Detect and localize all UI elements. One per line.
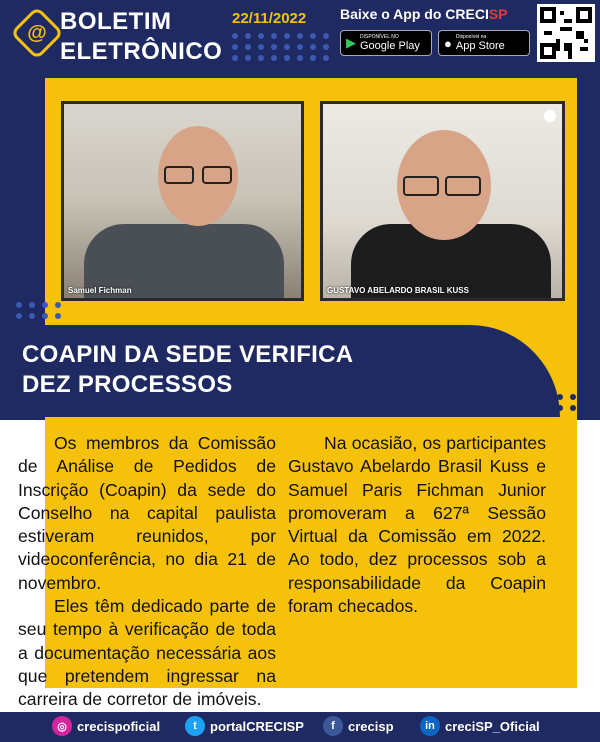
apple-icon: ● bbox=[444, 35, 452, 51]
glasses bbox=[164, 166, 194, 184]
linkedin-icon: in bbox=[420, 716, 440, 736]
at-sign-icon: @ bbox=[27, 22, 47, 44]
app-store-button[interactable]: ● Disponível na App Store bbox=[438, 30, 530, 56]
status-dot-icon bbox=[544, 110, 556, 122]
linkedin-link[interactable]: in creciSP_Oficial bbox=[420, 716, 540, 736]
article-title: COAPIN DA SEDE VERIFICA DEZ PROCESSOS bbox=[22, 341, 354, 398]
video-frame-left bbox=[61, 101, 304, 301]
twitter-icon: t bbox=[185, 716, 205, 736]
brand-title-line1: BOLETIM bbox=[60, 8, 172, 35]
decorative-dots bbox=[232, 33, 331, 61]
decorative-dots bbox=[518, 394, 578, 411]
paragraph: Eles têm dedicado parte de seu tempo à verificação de toda a documentação necessária aos que pretendem ingressar na carreira de corretor de imóveis. bbox=[18, 596, 276, 710]
glasses bbox=[445, 176, 481, 196]
paragraph: Os membros da Comissão de Análise de Pedidos de Inscrição (Coapin) da sede do Conselho na capital paulista estiveram reunidos, por videoconferência, no dia 21 de novembro. bbox=[18, 433, 276, 593]
paragraph: Na ocasião, os participantes Gustavo Abelardo Brasil Kuss e Samuel Paris Fichman Junior promoveram a 627ª Sessão Virtual da Comissão em 2022. Ao todo, dez processos sob a responsabilidade da Coapin foram checados. bbox=[288, 433, 546, 617]
article-column-left bbox=[18, 432, 276, 712]
brand-title-line2: ELETRÔNICO bbox=[60, 38, 223, 65]
issue-date: 22/11/2022 bbox=[232, 10, 307, 27]
app-download-title: Baixe o App do CRECISP bbox=[340, 6, 508, 22]
participant-name-right: GUSTAVO ABELARDO BRASIL KUSS bbox=[327, 286, 469, 295]
glasses bbox=[403, 176, 439, 196]
instagram-link[interactable]: ◎ crecispoficial bbox=[52, 716, 160, 736]
qr-code[interactable] bbox=[537, 4, 595, 62]
participant-name-left: Samuel Fichman bbox=[68, 286, 132, 295]
instagram-icon: ◎ bbox=[52, 716, 72, 736]
video-frame-right bbox=[320, 101, 565, 301]
google-play-button[interactable]: ▶ DISPONÍVEL NO Google Play bbox=[340, 30, 432, 56]
play-store-icon: ▶ bbox=[346, 35, 356, 50]
facebook-icon: f bbox=[323, 716, 343, 736]
article-column-right bbox=[288, 432, 546, 618]
facebook-link[interactable]: f crecisp bbox=[323, 716, 394, 736]
glasses bbox=[202, 166, 232, 184]
decorative-dots bbox=[16, 302, 63, 319]
header bbox=[0, 0, 600, 70]
twitter-link[interactable]: t portalCRECISP bbox=[185, 716, 304, 736]
